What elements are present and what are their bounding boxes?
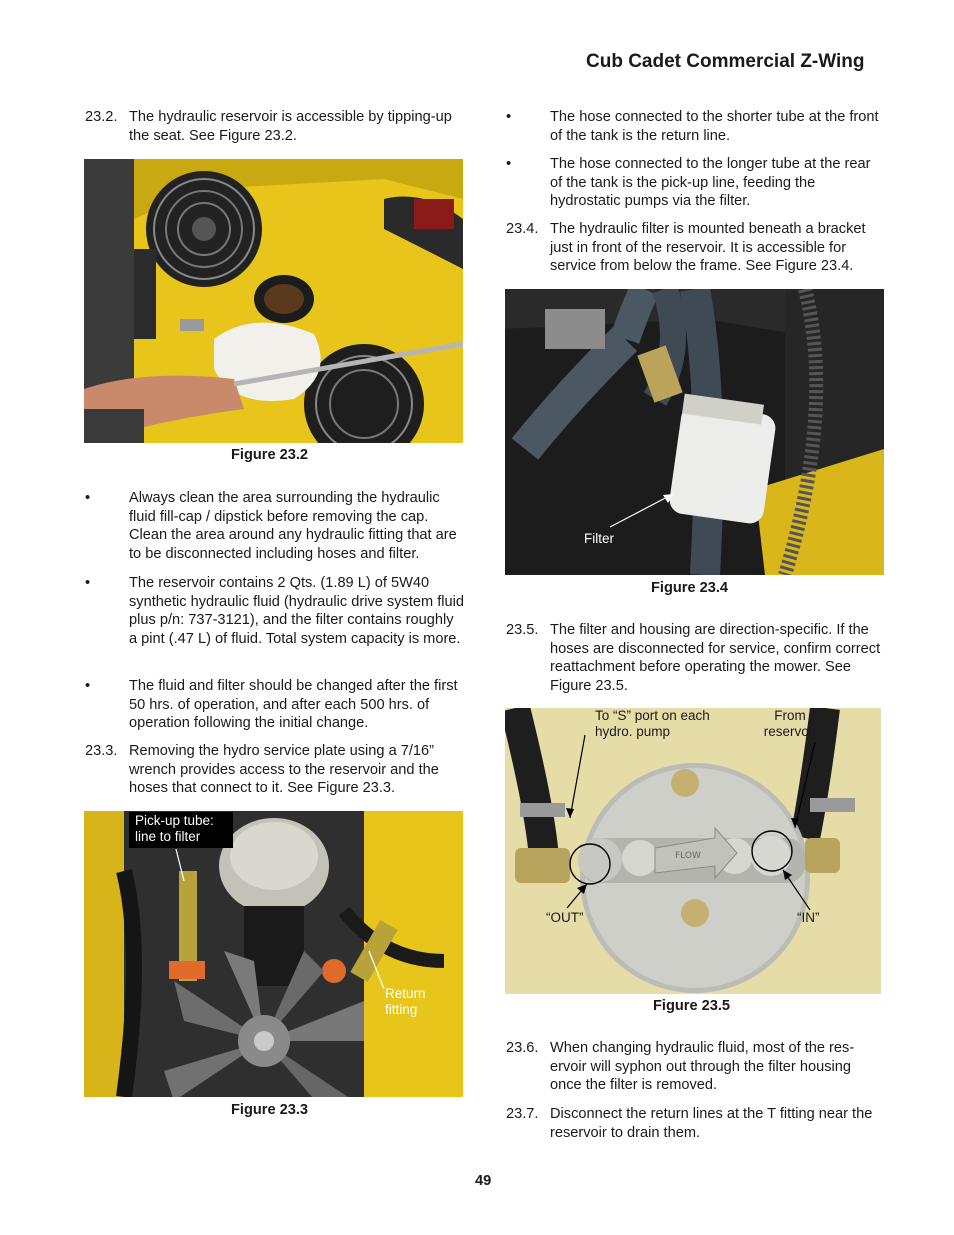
bullet-text: The hose connected to the longer tube at the rear of the tank is the pick-up line, feeding the hydrostatic pumps via the filter. bbox=[550, 156, 871, 210]
bullet-mark: • bbox=[85, 678, 91, 694]
figure-23-4-label-filter: Filter bbox=[584, 531, 614, 546]
figure-23-5-label-out: “OUT” bbox=[546, 910, 584, 925]
step-number: 23.3. bbox=[85, 743, 118, 759]
bullet-mark: • bbox=[506, 156, 512, 172]
figure-23-3-label-return: Return fitting bbox=[385, 986, 426, 1017]
step-text: When changing hydraulic fluid, most of the res-ervoir will syphon out through the filter housing once the filter is removed. bbox=[550, 1040, 855, 1094]
step-text: The filter and housing are direction-specific. If the hoses are disconnected for service, confirm correct reattachment before operating the mower. See Figure 23.5. bbox=[550, 622, 881, 695]
figure-23-3-label-pickup: Pick-up tube: line to filter bbox=[135, 813, 214, 844]
flow-cast-text: FLOW bbox=[675, 851, 701, 861]
figure-23-5-label-from-reservoir: From reservoir bbox=[763, 708, 817, 739]
step-text: The hydraulic reservoir is accessible by tipping-up the seat. See Figure 23.2. bbox=[129, 109, 452, 144]
page-number: 49 bbox=[475, 1173, 492, 1189]
figure-23-5-label-s-port: To “S” port on each hydro. pump bbox=[595, 708, 710, 739]
figure-23-5-photo bbox=[505, 708, 881, 994]
bullet-mark: • bbox=[506, 109, 512, 125]
figure-23-5-label-in: “IN” bbox=[797, 910, 820, 925]
step-text: Disconnect the return lines at the T fitting near the reservoir to drain them. bbox=[550, 1106, 873, 1141]
bullet-mark: • bbox=[85, 575, 91, 591]
figure-23-3-caption: Figure 23.3 bbox=[231, 1102, 309, 1118]
figure-23-2-photo bbox=[84, 159, 463, 443]
figure-23-4-caption: Figure 23.4 bbox=[651, 580, 729, 596]
bullet-text: Always clean the area surrounding the hydraulic fluid fill-cap / dipstick before removing the cap. Clean the area around any hydraulic fitting that are to be disconnected including hoses and filter. bbox=[129, 490, 457, 563]
bullet-mark: • bbox=[85, 490, 91, 506]
bullet-text: The reservoir contains 2 Qts. (1.89 L) of 5W40 synthetic hydraulic fluid (hydraulic drive system fluid plus p/n: 737-3121), and the filter contains roughly a pint (.47 L) of fluid. Total system capacity is more. bbox=[129, 575, 464, 648]
step-number: 23.2. bbox=[85, 109, 118, 125]
step-number: 23.7. bbox=[506, 1106, 539, 1122]
figure-23-2-caption: Figure 23.2 bbox=[231, 447, 309, 463]
step-text: The hydraulic filter is mounted beneath a bracket just in front of the reservoir. It is accessible for service from below the frame. See Figure 23.4. bbox=[550, 221, 866, 275]
step-number: 23.6. bbox=[506, 1040, 539, 1056]
figure-23-4-arrow bbox=[505, 289, 884, 575]
figure-23-3-arrows bbox=[84, 811, 463, 1097]
document-header-title: Cub Cadet Commercial Z-Wing bbox=[586, 51, 865, 72]
step-number: 23.4. bbox=[506, 221, 539, 237]
step-number: 23.5. bbox=[506, 622, 539, 638]
bullet-text: The fluid and filter should be changed after the first 50 hrs. of operation, and after each 500 hrs. of operation following the initial change. bbox=[129, 678, 458, 732]
bullet-text: The hose connected to the shorter tube at the front of the tank is the return line. bbox=[550, 109, 879, 144]
step-text: Removing the hydro service plate using a 7/16” wrench provides access to the reservoir and the hoses that connect to it. See Figure 23.3. bbox=[129, 743, 439, 797]
figure-23-5-caption: Figure 23.5 bbox=[653, 998, 731, 1014]
